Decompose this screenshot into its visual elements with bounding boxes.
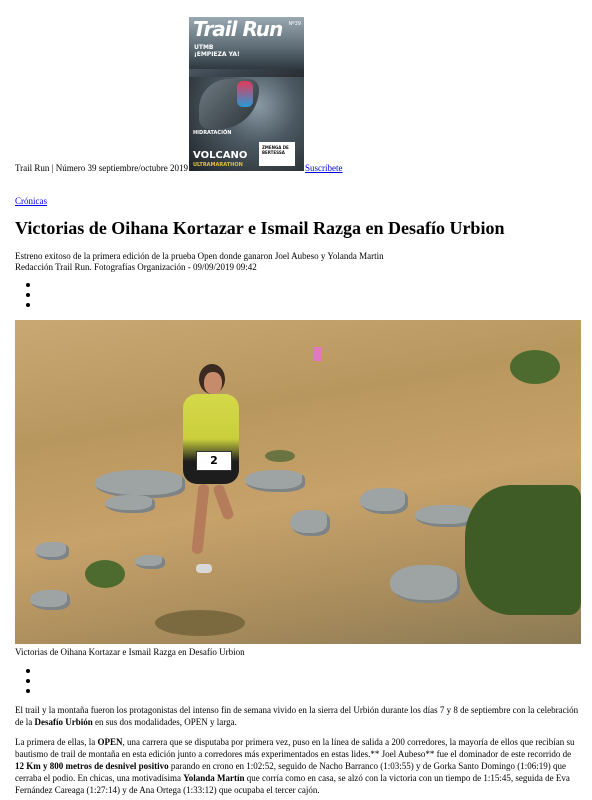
share-item[interactable] — [26, 669, 30, 673]
shadow-patch — [155, 610, 245, 636]
share-item[interactable] — [26, 679, 30, 683]
paragraph-2 — [15, 736, 581, 796]
cover-box — [259, 142, 295, 166]
cover-runner — [237, 81, 253, 107]
p1-text: El trail y la montaña fueron los protagonistas del intenso fin de semana vivido en la sierra del Urbión durante los días 7 y 8 de septiembre con la celebración de la — [15, 705, 579, 727]
p1-race-name: Desafío Urbión — [34, 717, 93, 727]
article-photo — [15, 320, 581, 644]
cover-headline: UTMB ¡EMPIEZA YA! — [194, 44, 240, 58]
article-subtitle: Estreno exitoso de la primera edición de la prueba Open donde ganaron Joel Aubeso y Yolanda Martin — [15, 251, 384, 261]
runner-shoe — [196, 564, 212, 573]
paragraph-1 — [15, 704, 581, 728]
p2-text: La primera de ellas, la — [15, 737, 98, 747]
bush — [85, 560, 125, 588]
race-bib: 2 — [196, 451, 232, 471]
rock — [245, 470, 305, 492]
share-item[interactable] — [26, 689, 30, 693]
p2-open: OPEN — [97, 737, 123, 747]
p2-text: parando en crono en 1:02:52, seguido de Nacho Barranco (1:03:55) y de Gorka Santo Domingo (1:06:19) que cerraba el podio. En chicas, una motivadísima — [15, 761, 566, 783]
rock — [360, 488, 408, 514]
article-byline: Redacción Trail Run. Fotografías Organización - 09/09/2019 09:42 — [15, 262, 257, 272]
cover-ultra-label: ULTRAMARATHON — [193, 162, 243, 168]
p2-text: , una carrera que se disputaba por primera vez, puso en la línea de salida a 200 corredores, la mayoría de ellos que recibían su bautismo de trail de montaña en esta edición junto a corredores más experimentados en estas lides.** Joel Aubeso** fue el dominador de este recorrido de — [15, 737, 575, 759]
p2-text: que corría como en casa, se alzó con la victoria con un tiempo de 1:15:45, seguida de Eva Fernández Careaga (1:27:14) y de Ana Ortega (1:33:12) que ocupaba el tercer cajón. — [15, 773, 570, 795]
share-list-bottom — [26, 669, 30, 699]
section-link[interactable]: Crónicas — [15, 196, 47, 206]
rock — [105, 495, 155, 513]
subscribe-link[interactable]: Suscríbete — [305, 163, 343, 173]
article-title: Victorias de Oihana Kortazar e Ismail Razga en Desafío Urbion — [15, 218, 505, 238]
cover-hydration-label: HIDRATACIÓN — [193, 130, 232, 136]
photo-caption: Victorias de Oihana Kortazar e Ismail Razga en Desafío Urbion — [15, 647, 245, 657]
rock — [390, 565, 460, 603]
share-item[interactable] — [26, 293, 30, 297]
bush — [510, 350, 560, 384]
share-item[interactable] — [26, 303, 30, 307]
p1-text: en sus dos modalidades, OPEN y larga. — [92, 717, 237, 727]
p2-distance: 12 Km y 800 metros de desnivel positivo — [15, 761, 169, 771]
course-flag — [314, 347, 322, 361]
rock — [95, 470, 185, 498]
runner-face — [204, 372, 222, 394]
cover-title: Trail Run — [193, 17, 283, 41]
tree — [465, 485, 581, 615]
cover-volcano-label: VOLCANO — [193, 150, 248, 161]
issue-text: Trail Run | Número 39 septiembre/octubre 2019 — [15, 163, 188, 173]
cover-box-text: ZMENGA DE BERTESSA — [262, 145, 289, 155]
share-item[interactable] — [26, 283, 30, 287]
p2-winner: Yolanda Martín — [183, 773, 245, 783]
share-list — [26, 283, 30, 313]
bush — [265, 450, 295, 462]
cover-issue-number: Nº39 — [288, 21, 301, 27]
rock — [135, 555, 165, 569]
rock — [290, 510, 330, 536]
rock — [30, 590, 70, 610]
magazine-cover[interactable] — [189, 17, 304, 171]
rock — [35, 542, 69, 560]
